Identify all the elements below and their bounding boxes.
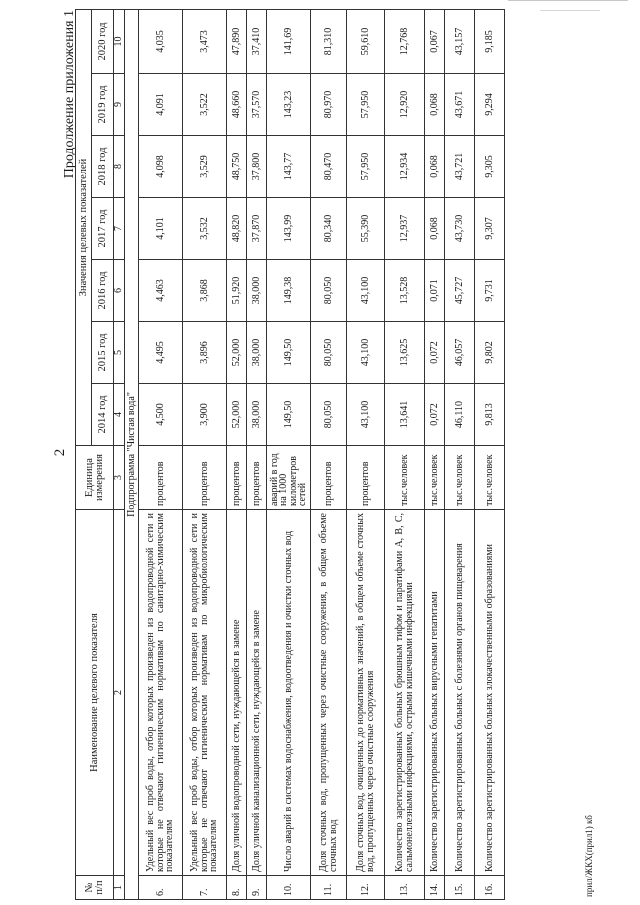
value-cell: 57,950 — [347, 136, 385, 198]
column-number: 5 — [114, 322, 125, 384]
value-cell: 81,310 — [311, 9, 347, 73]
unit-cell: процентов — [247, 446, 267, 510]
value-cell: 37,870 — [247, 198, 267, 260]
table-body — [114, 9, 505, 899]
indicator-name: Число аварий в системах водоснабжения, водоотведения и очистки сточных вод — [267, 510, 311, 876]
page-number: 2 — [52, 448, 68, 457]
subprogram-title: Подпрограмма "Чистая вода" — [125, 9, 139, 899]
value-cell: 9,802 — [475, 322, 505, 384]
value-cell: 9,813 — [475, 384, 505, 446]
column-number-row — [114, 9, 125, 899]
value-cell: 4,035 — [139, 9, 183, 73]
value-cell: 3,529 — [183, 136, 227, 198]
value-cell: 80,050 — [311, 260, 347, 322]
indicator-name: Количество зарегистрированных больных с болезнями органов пищеварения — [445, 510, 475, 876]
value-cell: 51,920 — [227, 260, 247, 322]
column-number: 7 — [114, 198, 125, 260]
value-cell: 80,050 — [311, 384, 347, 446]
value-cell: 149,50 — [267, 322, 311, 384]
value-cell: 0,067 — [425, 9, 445, 73]
row-number: 9. — [247, 876, 267, 900]
indicator-name: Количество зарегистрированных больных брюшным тифом и паратифами А, В, С, сальмонеллезными инфекциями, острыми кишечными инфекциями — [385, 510, 425, 876]
value-cell: 149,38 — [267, 260, 311, 322]
indicator-name: Доля уличной канализационной сети, нуждающейся в замене — [247, 510, 267, 876]
value-cell: 9,185 — [475, 9, 505, 73]
value-cell: 37,570 — [247, 74, 267, 136]
value-cell: 3,532 — [183, 198, 227, 260]
unit-cell: тыс.человек — [425, 446, 445, 510]
header-year: 2015 год — [92, 322, 114, 384]
value-cell: 80,970 — [311, 74, 347, 136]
row-number: 15. — [445, 876, 475, 900]
value-cell: 3,473 — [183, 9, 227, 73]
value-cell: 12,937 — [385, 198, 425, 260]
value-cell: 0,068 — [425, 136, 445, 198]
value-cell: 9,731 — [475, 260, 505, 322]
value-cell: 9,307 — [475, 198, 505, 260]
indicator-name: Доля уличной водопроводной сети, нуждающейся в замене — [227, 510, 247, 876]
value-cell: 38,000 — [247, 384, 267, 446]
table-row — [311, 9, 347, 899]
indicator-name: Доля сточных вод, очищенных до нормативных значений, в общем объеме сточных вод, пропущенных через очистные сооружения — [347, 510, 385, 876]
table-row — [139, 9, 183, 899]
value-cell: 46,057 — [445, 322, 475, 384]
column-number: 3 — [114, 446, 125, 510]
value-cell: 9,294 — [475, 74, 505, 136]
indicator-name: Количество зарегистрированных больных вирусными гепатитами — [425, 510, 445, 876]
table-row — [445, 9, 475, 899]
value-cell: 9,305 — [475, 136, 505, 198]
value-cell: 13,528 — [385, 260, 425, 322]
header-year: 2017 год — [92, 198, 114, 260]
value-cell: 4,463 — [139, 260, 183, 322]
row-number: 6. — [139, 876, 183, 900]
value-cell: 0,072 — [425, 384, 445, 446]
value-cell: 48,750 — [227, 136, 247, 198]
value-cell: 4,098 — [139, 136, 183, 198]
column-number: 9 — [114, 74, 125, 136]
header-name: Наименование целевого показателя — [76, 510, 114, 876]
row-number: 8. — [227, 876, 247, 900]
row-number: 7. — [183, 876, 227, 900]
indicator-name: Удельный вес проб воды, отбор которых произведен из водопроводной сети и которые не отвечают гигиеническим нормативам по санитарно-химическим показателям — [139, 510, 183, 876]
value-cell: 143,23 — [267, 74, 311, 136]
header-unit: Единица измерения — [76, 446, 114, 510]
indicator-name: Количество зарегистрированных больных злокачественными образованиями — [475, 510, 505, 876]
header-year: 2016 год — [92, 260, 114, 322]
table-row — [385, 9, 425, 899]
column-number: 1 — [114, 876, 125, 900]
value-cell: 12,920 — [385, 74, 425, 136]
row-number: 11. — [311, 876, 347, 900]
value-cell: 0,068 — [425, 74, 445, 136]
value-cell: 43,157 — [445, 9, 475, 73]
unit-cell: процентов — [311, 446, 347, 510]
unit-cell: процентов — [139, 446, 183, 510]
unit-cell: процентов — [227, 446, 247, 510]
table-row — [425, 9, 445, 899]
value-cell: 59,610 — [347, 9, 385, 73]
header-year: 2014 год — [92, 384, 114, 446]
value-cell: 57,950 — [347, 74, 385, 136]
header-num: № п/п — [76, 876, 114, 900]
table-row — [267, 9, 311, 899]
value-cell: 43,100 — [347, 260, 385, 322]
value-cell: 48,820 — [227, 198, 247, 260]
value-cell: 4,101 — [139, 198, 183, 260]
unit-cell: аварий в год на 1000 километров сетей — [267, 446, 311, 510]
value-cell: 43,100 — [347, 384, 385, 446]
value-cell: 3,900 — [183, 384, 227, 446]
value-cell: 143,77 — [267, 136, 311, 198]
table-row — [247, 9, 267, 899]
header-year: 2020 год — [92, 9, 114, 73]
value-cell: 143,99 — [267, 198, 311, 260]
table-row — [347, 9, 385, 899]
value-cell: 47,890 — [227, 9, 247, 73]
unit-cell: процентов — [183, 446, 227, 510]
value-cell: 141,69 — [267, 9, 311, 73]
value-cell: 4,091 — [139, 74, 183, 136]
row-number: 13. — [385, 876, 425, 900]
unit-cell: процентов — [347, 446, 385, 510]
continuation-label: Продолжение приложения 1 — [62, 10, 77, 179]
indicator-name: Удельный вес проб воды, отбор которых произведен из водопроводной сети и которые не отвечают гигиеническим нормативам по микробиологическим показателям — [183, 510, 227, 876]
unit-cell: тыс.человек — [475, 446, 505, 510]
indicators-table — [75, 9, 505, 900]
column-number: 10 — [114, 9, 125, 73]
value-cell: 12,934 — [385, 136, 425, 198]
value-cell: 3,522 — [183, 74, 227, 136]
value-cell: 3,868 — [183, 260, 227, 322]
column-number: 6 — [114, 260, 125, 322]
value-cell: 80,050 — [311, 322, 347, 384]
value-cell: 45,727 — [445, 260, 475, 322]
footer-filename: прил/ЖКХ(прил1) кб — [584, 815, 594, 897]
table-row — [183, 9, 227, 899]
column-number: 4 — [114, 384, 125, 446]
value-cell: 37,800 — [247, 136, 267, 198]
value-cell: 37,410 — [247, 9, 267, 73]
value-cell: 43,721 — [445, 136, 475, 198]
value-cell: 0,071 — [425, 260, 445, 322]
row-number: 14. — [425, 876, 445, 900]
value-cell: 80,340 — [311, 198, 347, 260]
table-row — [475, 9, 505, 899]
value-cell: 43,100 — [347, 322, 385, 384]
header-year: 2019 год — [92, 74, 114, 136]
value-cell: 149,50 — [267, 384, 311, 446]
unit-cell: тыс.человек — [385, 446, 425, 510]
table-row — [227, 9, 247, 899]
value-cell: 52,000 — [227, 384, 247, 446]
row-number: 10. — [267, 876, 311, 900]
value-cell: 0,072 — [425, 322, 445, 384]
value-cell: 13,625 — [385, 322, 425, 384]
column-number: 8 — [114, 136, 125, 198]
value-cell: 3,896 — [183, 322, 227, 384]
value-cell: 13,641 — [385, 384, 425, 446]
indicator-name: Доля сточных вод, пропущенных через очистные сооружения, в общем объеме сточных вод — [311, 510, 347, 876]
subprogram-row — [125, 9, 139, 899]
row-number: 12. — [347, 876, 385, 900]
value-cell: 46,110 — [445, 384, 475, 446]
unit-cell: тыс.человек — [445, 446, 475, 510]
value-cell: 12,768 — [385, 9, 425, 73]
value-cell: 43,730 — [445, 198, 475, 260]
value-cell: 43,671 — [445, 74, 475, 136]
value-cell: 55,390 — [347, 198, 385, 260]
column-number: 2 — [114, 510, 125, 876]
value-cell: 4,500 — [139, 384, 183, 446]
header-year: 2018 год — [92, 136, 114, 198]
value-cell: 0,068 — [425, 198, 445, 260]
value-cell: 48,660 — [227, 74, 247, 136]
row-number: 16. — [475, 876, 505, 900]
value-cell: 38,000 — [247, 260, 267, 322]
value-cell: 38,000 — [247, 322, 267, 384]
value-cell: 80,470 — [311, 136, 347, 198]
value-cell: 52,000 — [227, 322, 247, 384]
header-values-group: Значения целевых показателей — [76, 9, 92, 445]
value-cell: 4,495 — [139, 322, 183, 384]
